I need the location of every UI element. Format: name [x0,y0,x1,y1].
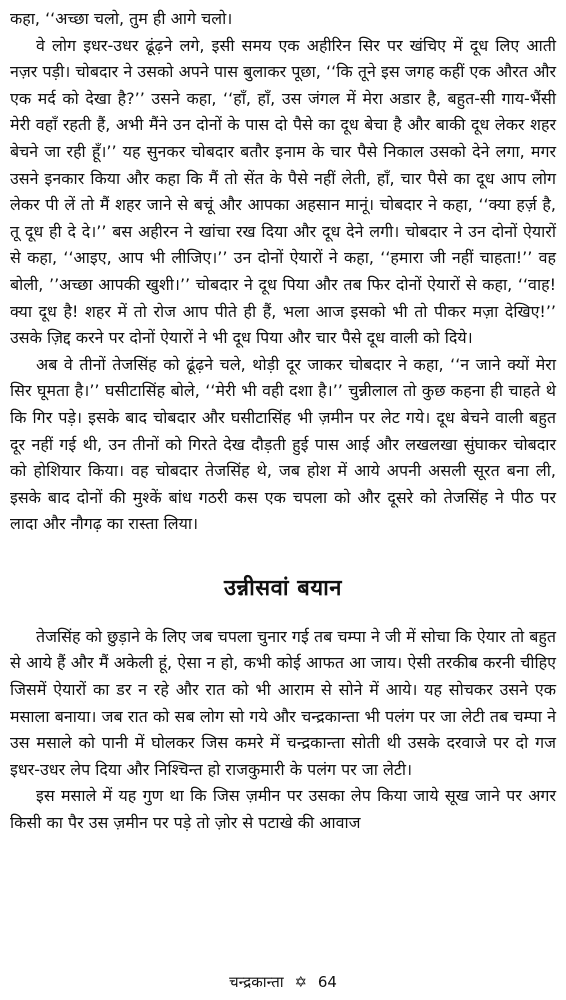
paragraph: अब वे तीनों तेजसिंह को ढूंढ़ने चले, थोड़ी दूर जाकर चोबदार ने कहा, ‘‘न जाने क्यों मेरा सिर घूमता है।’’ घसीटासिंह बोले, ‘‘मेरी भी वही दशा है।’’ चुन्नीलाल तो कुछ कहना ही चाहते थे कि गिर पड़े। इसके बाद चोबदार और घसीटासिंह भी ज़मीन पर लेट गये। दूध बेचने वाली बहुत दूर नहीं गई थी, उन तीनों को गिरते देख दौड़ती हुई पास आई और लखलखा सुंघाकर चोबदार को होशियार किया। वह चोबदार तेजसिंह थे, जब होश में आये अपनी असली सूरत बना ली, इसके बाद दोनों की मुश्कें बांध गठरी कस एक चपला को और दूसरे को तेजसिंह ने पीठ पर लादा और नौगढ़ का रास्ता लिया। [10,354,556,534]
chapter-title: उन्नीसवां बयान [224,575,342,601]
page-number: 64 [317,973,337,991]
paragraph: इस मसाले में यह गुण था कि जिस ज़मीन पर उसका लेप किया जाये सूख जाने पर अगर किसी का पैर उस ज़मीन पर पड़े तो ज़ोर से पटाखे की आवाज [10,786,556,833]
section-previous-chapter-end [10,6,556,538]
paragraph: तेजसिंह को छुड़ाने के लिए जब चपला चुनार गई तब चम्पा ने जी में सोचा कि ऐयार तो बहुत से आये हैं और मैं अकेली हूं, ऐसा न हो, कभी कोई आफत आ जाय। ऐसी तरकीब करनी चीहिए जिसमें ऐयारों का डर न रहे और रात को भी आराम से सोने में आये। यह सोचकर उसने एक मसाला बनाया। जब रात को सब लोग सो गये और चन्द्रकान्ता भी पलंग पर जा लेटी तब चम्पा ने उस मसाले को पानी में घोलकर जिस कमरे में चन्द्रकान्ता सोती थी उसके दरवाजे पर दो गज इधर-उधर लेप दिया और निश्चिन्त हो राजकुमारी के पलंग पर जा लेटी। [10,626,556,779]
section-chapter-body [10,624,556,837]
footer-book-title: चन्द्रकान्ता [229,973,284,991]
page-footer [0,972,566,992]
paragraph: कहा, ‘‘अच्छा चलो, तुम ही आगे चलो। [10,9,233,28]
paragraph: वे लोग इधर-उधर ढूंढ़ने लगे, इसी समय एक अहीरिन सिर पर खंचिए में दूध लिए आती नज़र पड़ी। चोबदार ने उसको अपने पास बुलाकर पूछा, ‘‘कि तूने इस जगह कहीं एक औरत और एक मर्द को देखा है?’’ उसने कहा, ‘‘हाँ, हाँ, उस जंगल में मेरा अडार है, बहुत-सी गाय-भैंसी मेरी वहाँ रहती हैं, अभी मैंने उन दोनों के पास दो पैसे का दूध बेचा है और बाकी दूध लेकर शहर बेचने जा रही हूँ।’’ यह सुनकर चोबदार बतौर इनाम के चार पैसे निकाल उसको देने लगा, मगर उसने इनकार किया और कहा कि मैं तो सेंत के पैसे नहीं लेती, हाँ, चार पैसे का दूध आप लोग लेकर पी लें तो मैं शहर जाने से बचूं और आपका अहसान मानूं। चोबदार ने कहा, ‘‘क्या हर्ज़ है, तू दूध ही दे दे।’’ बस अहीरन ने खांचा रख दिया और दूध देने लगी। चोबदार ने उन दोनों ऐयारों से कहा, ‘‘आइए, आप भी लीजिए।’’ उन दोनों ऐयारों ने कहा, ‘‘हमारा जी नहीं चाहता!’’ वह बोली, ’’अच्छा आपकी खुशी।’’ चोबदार ने दूध पिया और तब फिर दोनों ऐयारों से कहा, ‘‘वाह! क्या दूध है! शहर में तो रोज आप पीते ही हैं, भला आज इसको भी तो पीकर मज़ा देखिए!’’ उसके ज़िद्द करने पर दोनों ऐयारों ने भी दूध पिया और चार पैसे दूध वाली को दिये। [10,35,556,348]
star-of-david-icon: ✡ [294,973,308,991]
